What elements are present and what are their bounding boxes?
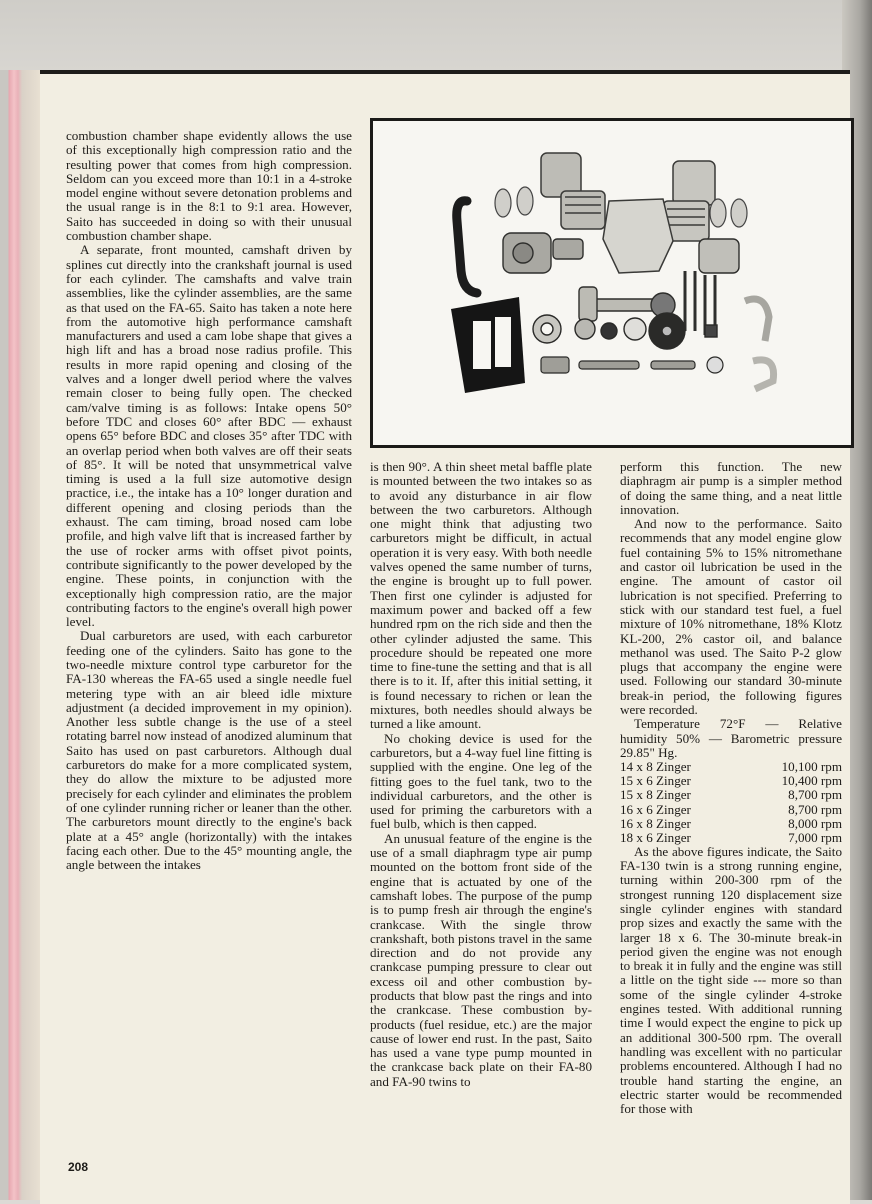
paragraph: Dual carburetors are used, with each carburetor feeding one of the cylinders. Saito has gone to the two-needle mixture control type carburetor for the FA-130 whereas the FA-65 used a single needle fuel metering type with an air bleed idle mixture adjustment (a decided improvement in my opinion). Another less subtle change is the use of a steel rotating barrel now instead of anodized aluminum that Saito has used on past carburetors. Although dual carburetors do make for a more complicated system, they do allow the mixture to be adjusted more precisely for each cylinder and eliminates the problem of one cylinder running richer or leaner than the other. The carburetors mount directly to the engine's back plate at a 45° angle (horizontally) with the intakes facing each other. Due to the 45° mounting angle, the angle between the intakes [66,628,352,873]
prop-size: 14 x 8 Zinger [620,759,691,775]
paragraph: perform this function. The new diaphragm air pump is a simpler method of doing the same thing, and a neat little innovation. [620,459,842,517]
scan-background [0,0,872,80]
table-row [620,831,842,845]
engine-parts-photo [370,118,854,448]
paragraph: No choking device is used for the carburetors, but a 4-way fuel line fitting is supplied with the engine. One leg of the fitting goes to the fuel tank, two to the individual carburetors, and the other is used for priming the carburetors with a fuel bulb, which is then capped. [370,730,592,832]
rpm-value: 8,700 rpm [788,801,842,817]
prop-size: 15 x 8 Zinger [620,787,691,803]
magazine-page [40,70,850,1204]
page-number: 208 [68,1160,89,1174]
rpm-value: 8,000 rpm [788,815,842,831]
rpm-value: 7,000 rpm [788,829,842,845]
rpm-value: 8,700 rpm [788,787,842,803]
paragraph: A separate, front mounted, camshaft driven by splines cut directly into the crankshaft journal is used for each cylinder. The camshafts and valve train assemblies, like the cylinder assemblies, are the same as that used on the FA-65. Saito has taken a note here from the automotive high performance camshaft manufacturers and used a cam lobe shape that gives a high lift and has a broad nose radius profile. This results in more rapid opening and closing of the valves and a longer dwell period where the valves remain closer to being fully open. The checked cam/valve timing is as follows: Intake opens 50° before TDC and closes 60° after BDC — exhaust opens 65° before BDC and closes 35° after TDC with an overlap period when both valves are off their seats of 85°. It will be noted that unsymmetrical valve timing is used a la full size automotive design practice, i.e., the intake has a 10° longer duration and different opening and closing periods than the exhaust. The cam timing, broad nosed cam lobe profile, and high valve lift that is increased farther by the use of rocker arms with offset pivot points, contribute significantly to the power developed by the engine. These points, in conjunction with the exceptionally high compression ratio, are the major contributing factors to the engine's overall high power level. [66,242,352,630]
rpm-results-table [620,760,842,845]
table-row [620,774,842,788]
paragraph: combustion chamber shape evidently allows the use of this exceptionally high compression ratio and the resulting power that comes from high compression. Seldom can you exceed more than 10:1 in a 4-stroke model engine without severe detonation problems and the usual range is in the 8:1 to 9:1 area. However, Saito has succeeded in doing so with their unusual combustion chamber shape. [66,128,352,244]
text-column-2 [370,460,592,1089]
prop-size: 16 x 6 Zinger [620,801,691,817]
rpm-value: 10,400 rpm [781,773,842,789]
engine-parts-illustration [373,121,851,445]
paragraph: As the above figures indicate, the Saito FA-130 twin is a strong running engine, turning within 200-300 rpm of the strongest running 120 displacement size single cylinder engines with standard prop sizes and exactly the same with the larger 18 x 6. The 30-minute break-in period given the engine was not enough to break it in fully and the engine was still a little on the tight side --- more so than some of the single cylinder 4-stroke engines tested. With additional running time I would expect the engine to pick up an additional 300-500 rpm. The overall handling was excellent with no particular problems encountered. Although I had no trouble hand starting the engine, an electric starter would be recommended for those with [620,843,842,1117]
prop-size: 18 x 6 Zinger [620,829,691,845]
text-column-3 [620,460,842,1116]
paragraph: And now to the performance. Saito recommends that any model engine glow fuel containing 5% to 15% nitromethane and castor oil lubrication be used in the engine. The amount of castor oil lubrication is not specified. Preferring to stick with our standard test fuel, a fuel mixture of 10% nitromethane, 18% Klotz KL-200, 2% castor oil, and balance methanol was used. The Saito P-2 glow plugs that accompany the engine were used. Following our standard 30-minute break-in period, the following figures were recorded. [620,516,842,718]
table-row [620,803,842,817]
prop-size: 16 x 8 Zinger [620,815,691,831]
test-conditions: Temperature 72°F — Relative humidity 50% — Barometric pressure 29.85" Hg. [620,716,842,760]
text-column-1 [66,129,352,872]
prop-size: 15 x 6 Zinger [620,773,691,789]
paragraph: An unusual feature of the engine is the use of a small diaphragm type air pump mounted on the bottom front side of the engine that is actuated by one of the camshaft lobes. The purpose of the pump is to pump fresh air through the engine's crankcase. With the single throw crankshaft, both pistons travel in the same direction and do not provide any crankcase pumping pressure to clear out excess oil and other combustion by-products that blow past the rings and into the crankcase. These combustion by-products (fuel residue, etc.) are the major cause of lower end rust. In the past, Saito has used a vane type pump mounted in the crankcase back plate on their FA-80 and FA-90 twins to [370,830,592,1089]
rpm-value: 10,100 rpm [781,759,842,775]
table-row [620,817,842,831]
table-row [620,788,842,802]
table-row [620,760,842,774]
paragraph: is then 90°. A thin sheet metal baffle plate is mounted between the two intakes so as to avoid any disturbance in air flow between the two carburetors. Although one might think that adjusting two carburetors might be difficult, in actual operation it is very easy. With both needle valves opened the same number of turns, the engine is brought up to full power. Then first one cylinder is adjusted for maximum power and backed off a few hundred rpm on the rich side and then the other cylinder adjusted the same. This procedure should be repeated one more time to fine-tune the setting and that is all there is to it. If, after this initial setting, it is found necessary to richen or lean the mixtures, both needles should always be turned a like amount. [370,459,592,732]
